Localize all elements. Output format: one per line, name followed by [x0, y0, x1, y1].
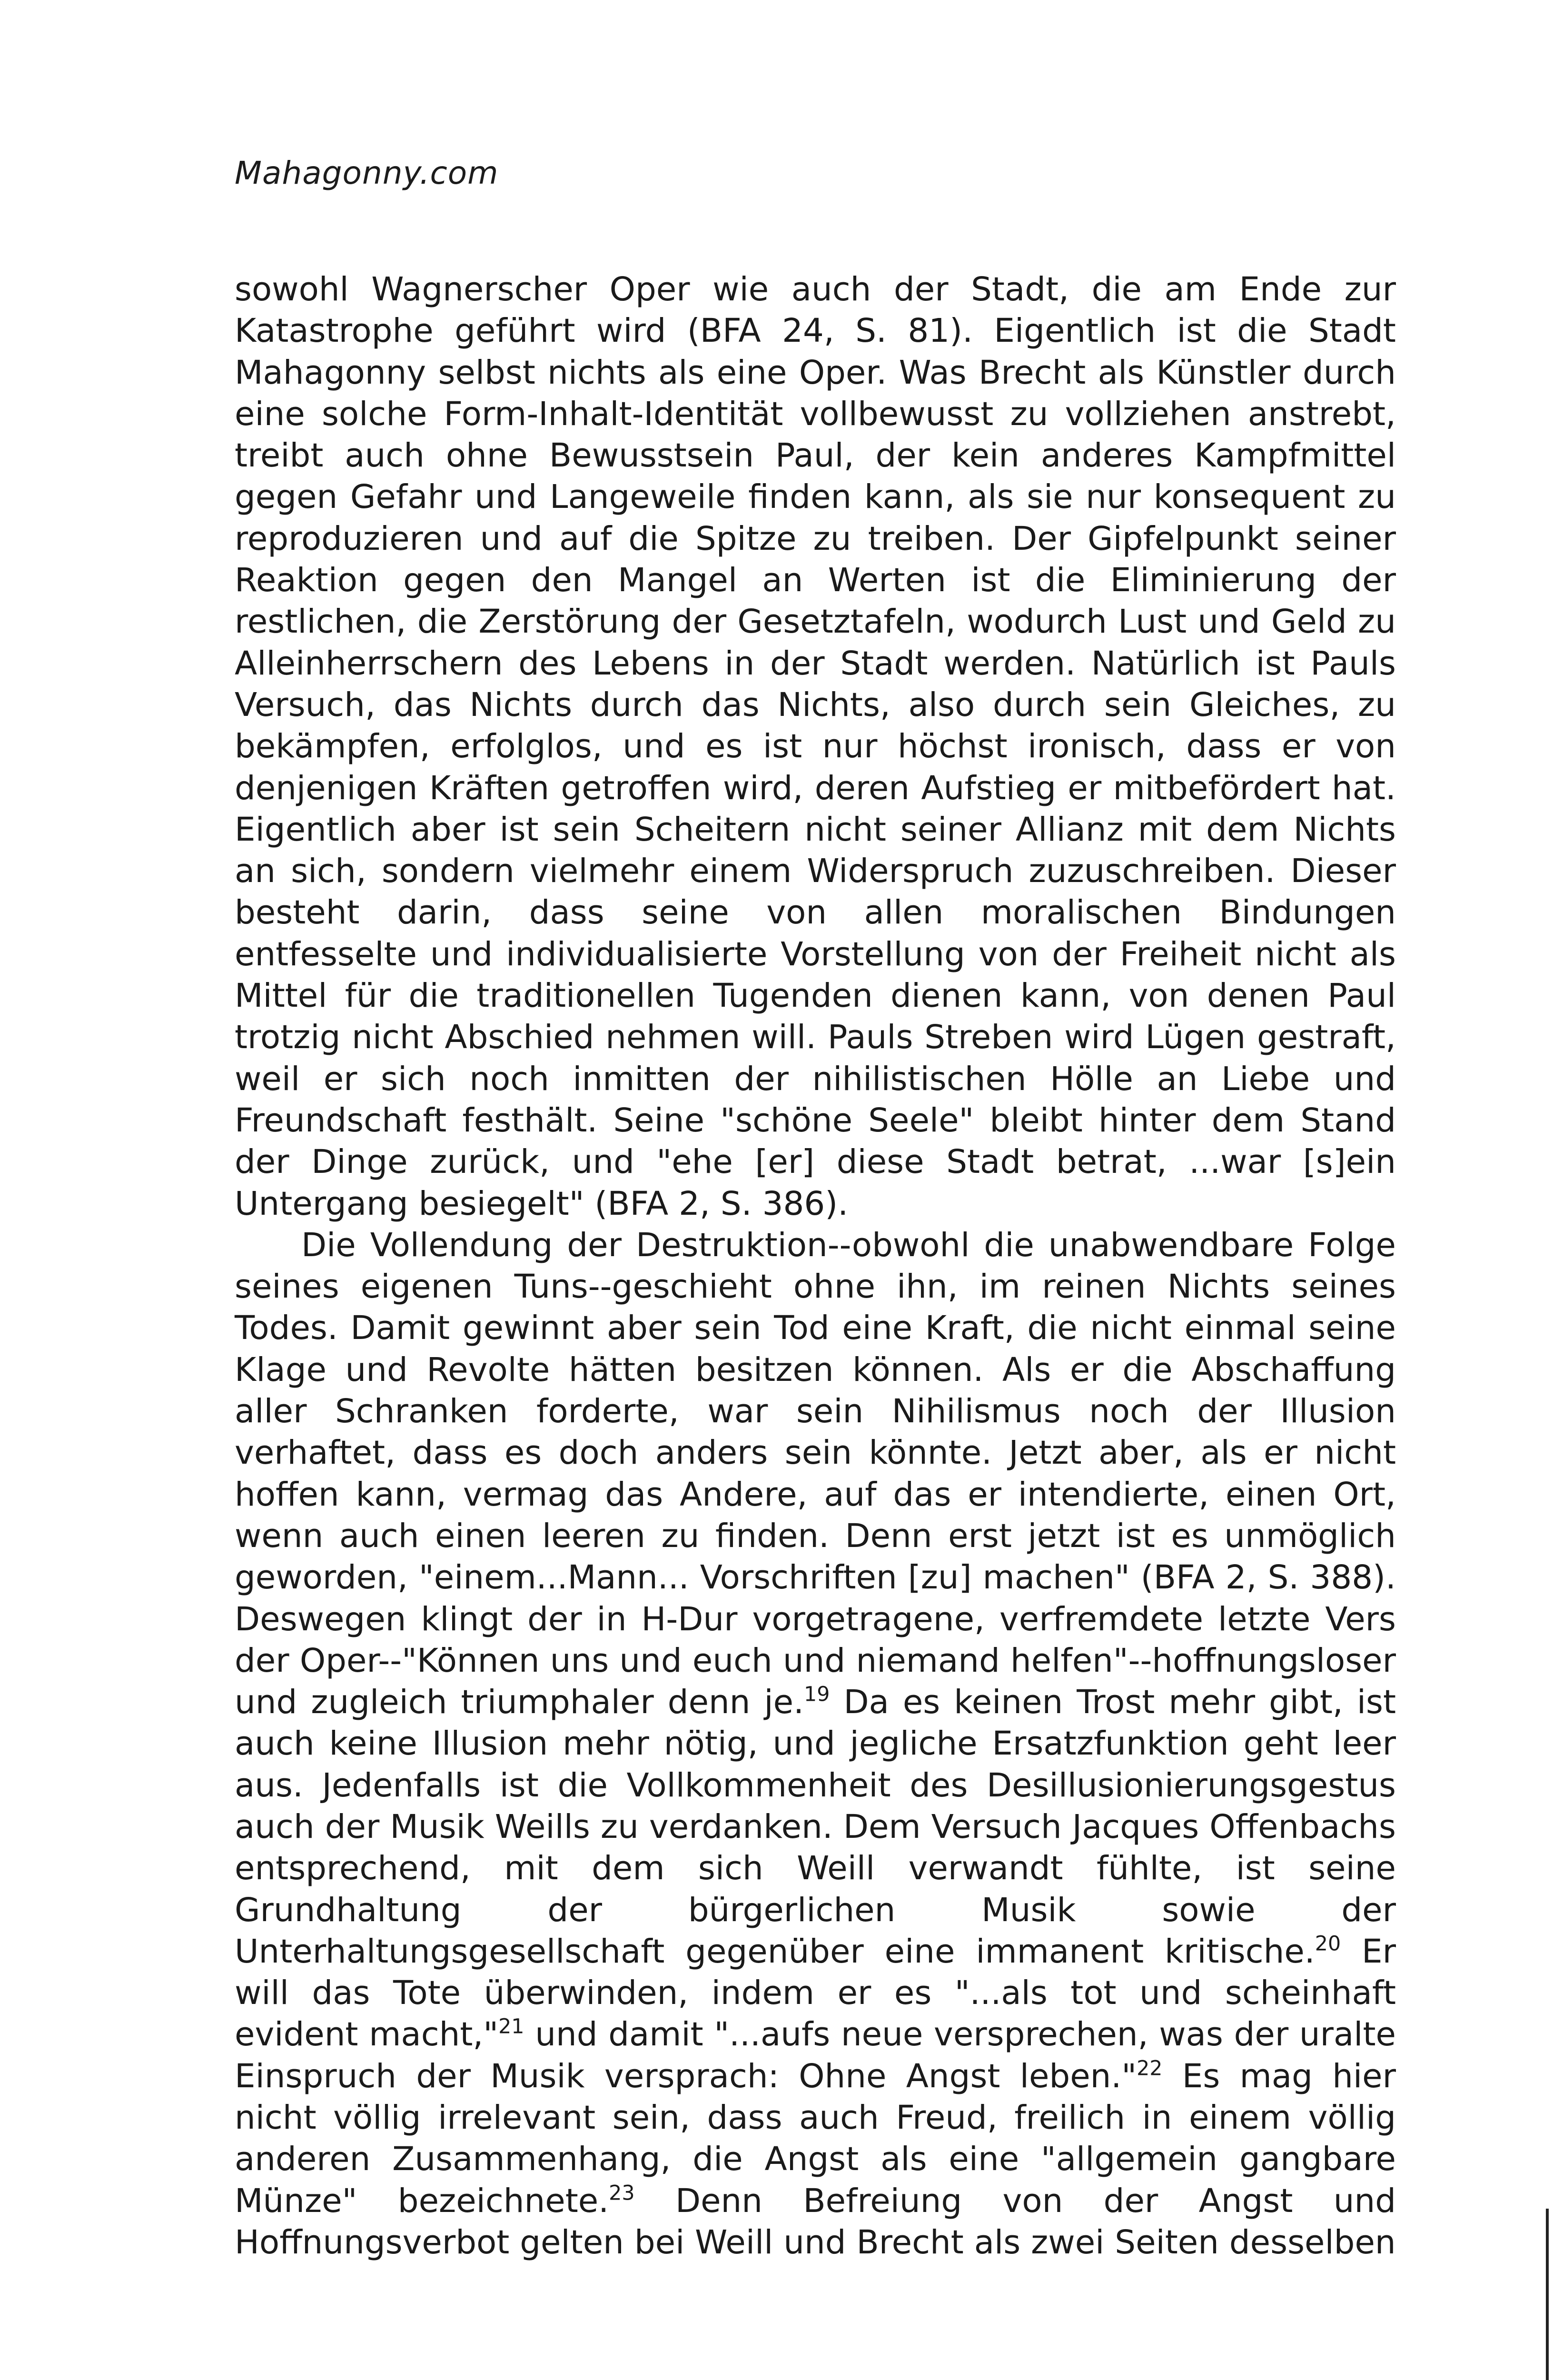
scan-edge-mark — [1546, 2209, 1549, 2380]
footnote-ref-21: 21 — [498, 2014, 524, 2039]
footnote-ref-19: 19 — [804, 1682, 830, 1706]
paragraph-2-segment-1: Die Vollendung der Destruktion--obwohl die unabwendbare Folge seines eigenen Tuns--geschieht ohne ihn, im reinen Nichts seines Todes. Damit gewinnt aber sein Tod eine Kraft, die nicht einmal seine Klage und Revolte hätten besitzen können. Als er die Abschaffung aller Schranken forderte, war sein Nihilismus noch der Illusion verhaftet, dass es doch anders sein könnte. Jetzt aber, als er nicht hoffen kann, vermag das Andere, auf das er intendierte, einen Ort, wenn auch einen leeren zu finden. Denn erst jetzt ist es unmöglich geworden, "einem...Mann... Vorschriften [zu] machen" (BFA 2, S. 388). Deswegen klingt der in H-Dur vorgetragene, verfremdete letzte Vers der Oper--"Können uns und euch und niemand helfen"--hoffnungsloser und zugleich triumphaler denn je. — [235, 1226, 1396, 1722]
paragraph-2-segment-6: Denn Befreiung von der Angst und Hoffnungsverbot gelten bei Weill und Brecht als zwei Seiten desselben — [235, 2182, 1396, 2261]
footnote-ref-23: 23 — [609, 2181, 635, 2205]
paragraph-2-segment-3: Er will das Tote überwinden, indem er es "...als tot und scheinhaft evident macht," — [235, 1932, 1396, 2054]
paragraph-1: sowohl Wagnerscher Oper wie auch der Stadt, die am Ende zur Katastrophe geführt wird (BFA 24, S. 81). Eigentlich ist die Stadt Mahagonny selbst nichts als eine Oper. Was Brecht als Künstler durch eine solche Form-Inhalt-Identität vollbewusst zu vollziehen anstrebt, treibt auch ohne Bewusstsein Paul, der kein anderes Kampfmittel gegen Gefahr und Langeweile finden kann, als sie nur konsequent zu reproduzieren und auf die Spitze zu treiben. Der Gipfelpunkt seiner Reaktion gegen den Mangel an Werten ist die Eliminierung der restlichen, die Zerstörung der Gesetztafeln, wodurch Lust und Geld zu Alleinherrschern des Lebens in der Stadt werden. Natürlich ist Pauls Versuch, das Nichts durch das Nichts, also durch sein Gleiches, zu bekämpfen, erfolglos, und es ist nur höchst ironisch, dass er von denjenigen Kräften getroffen wird, deren Aufstieg er mitbefördert hat. Eigentlich aber ist sein Scheitern nicht seiner Allianz mit dem Nichts an sich, sondern vielmehr einem Widerspruch zuzuschreiben. Dieser besteht darin, dass seine von allen moralischen Bindungen entfesselte und individualisierte Vorstellung von der Freiheit nicht als Mittel für die traditionellen Tugenden dienen kann, von denen Paul trotzig nicht Abschied nehmen will. Pauls Streben wird Lügen gestraft, weil er sich noch inmitten der nihilistischen Hölle an Liebe und Freundschaft festhält. Seine "schöne Seele" bleibt hinter dem Stand der Dinge zurück, und "ehe [er] diese Stadt betrat, ...war [s]ein Untergang besiegelt" (BFA 2, S. 386). — [235, 270, 1396, 1223]
paragraph-2 — [235, 1225, 1396, 2263]
paragraph-2-segment-4: und damit "...aufs neue versprechen, was der uralte Einspruch der Musik versprach: Ohne Angst leben." — [235, 2015, 1396, 2095]
running-title: Mahagonny.com — [235, 155, 499, 191]
body-text — [235, 269, 1396, 2263]
paragraph-2-segment-2: Da es keinen Trost mehr gibt, ist auch keine Illusion mehr nötig, und jegliche Ersatzfunktion geht leer aus. Jedenfalls ist die Vollkommenheit des Desillusionierungsgestus auch der Musik Weills zu verdanken. Dem Versuch Jacques Offenbachs entsprechend, mit dem sich Weill verwandt fühlte, ist seine Grundhaltung der bürgerlichen Musik sowie der Unterhaltungsgesellschaft gegenüber eine immanent kritische. — [235, 1683, 1396, 1971]
footnote-ref-22: 22 — [1137, 2056, 1163, 2081]
paragraph-2-segment-5: Es mag hier nicht völlig irrelevant sein, dass auch Freud, freilich in einem völlig anderen Zusammenhang, die Angst als eine "allgemein gangbare Münze" bezeichnete. — [235, 2057, 1396, 2220]
footnote-ref-20: 20 — [1315, 1932, 1341, 1956]
